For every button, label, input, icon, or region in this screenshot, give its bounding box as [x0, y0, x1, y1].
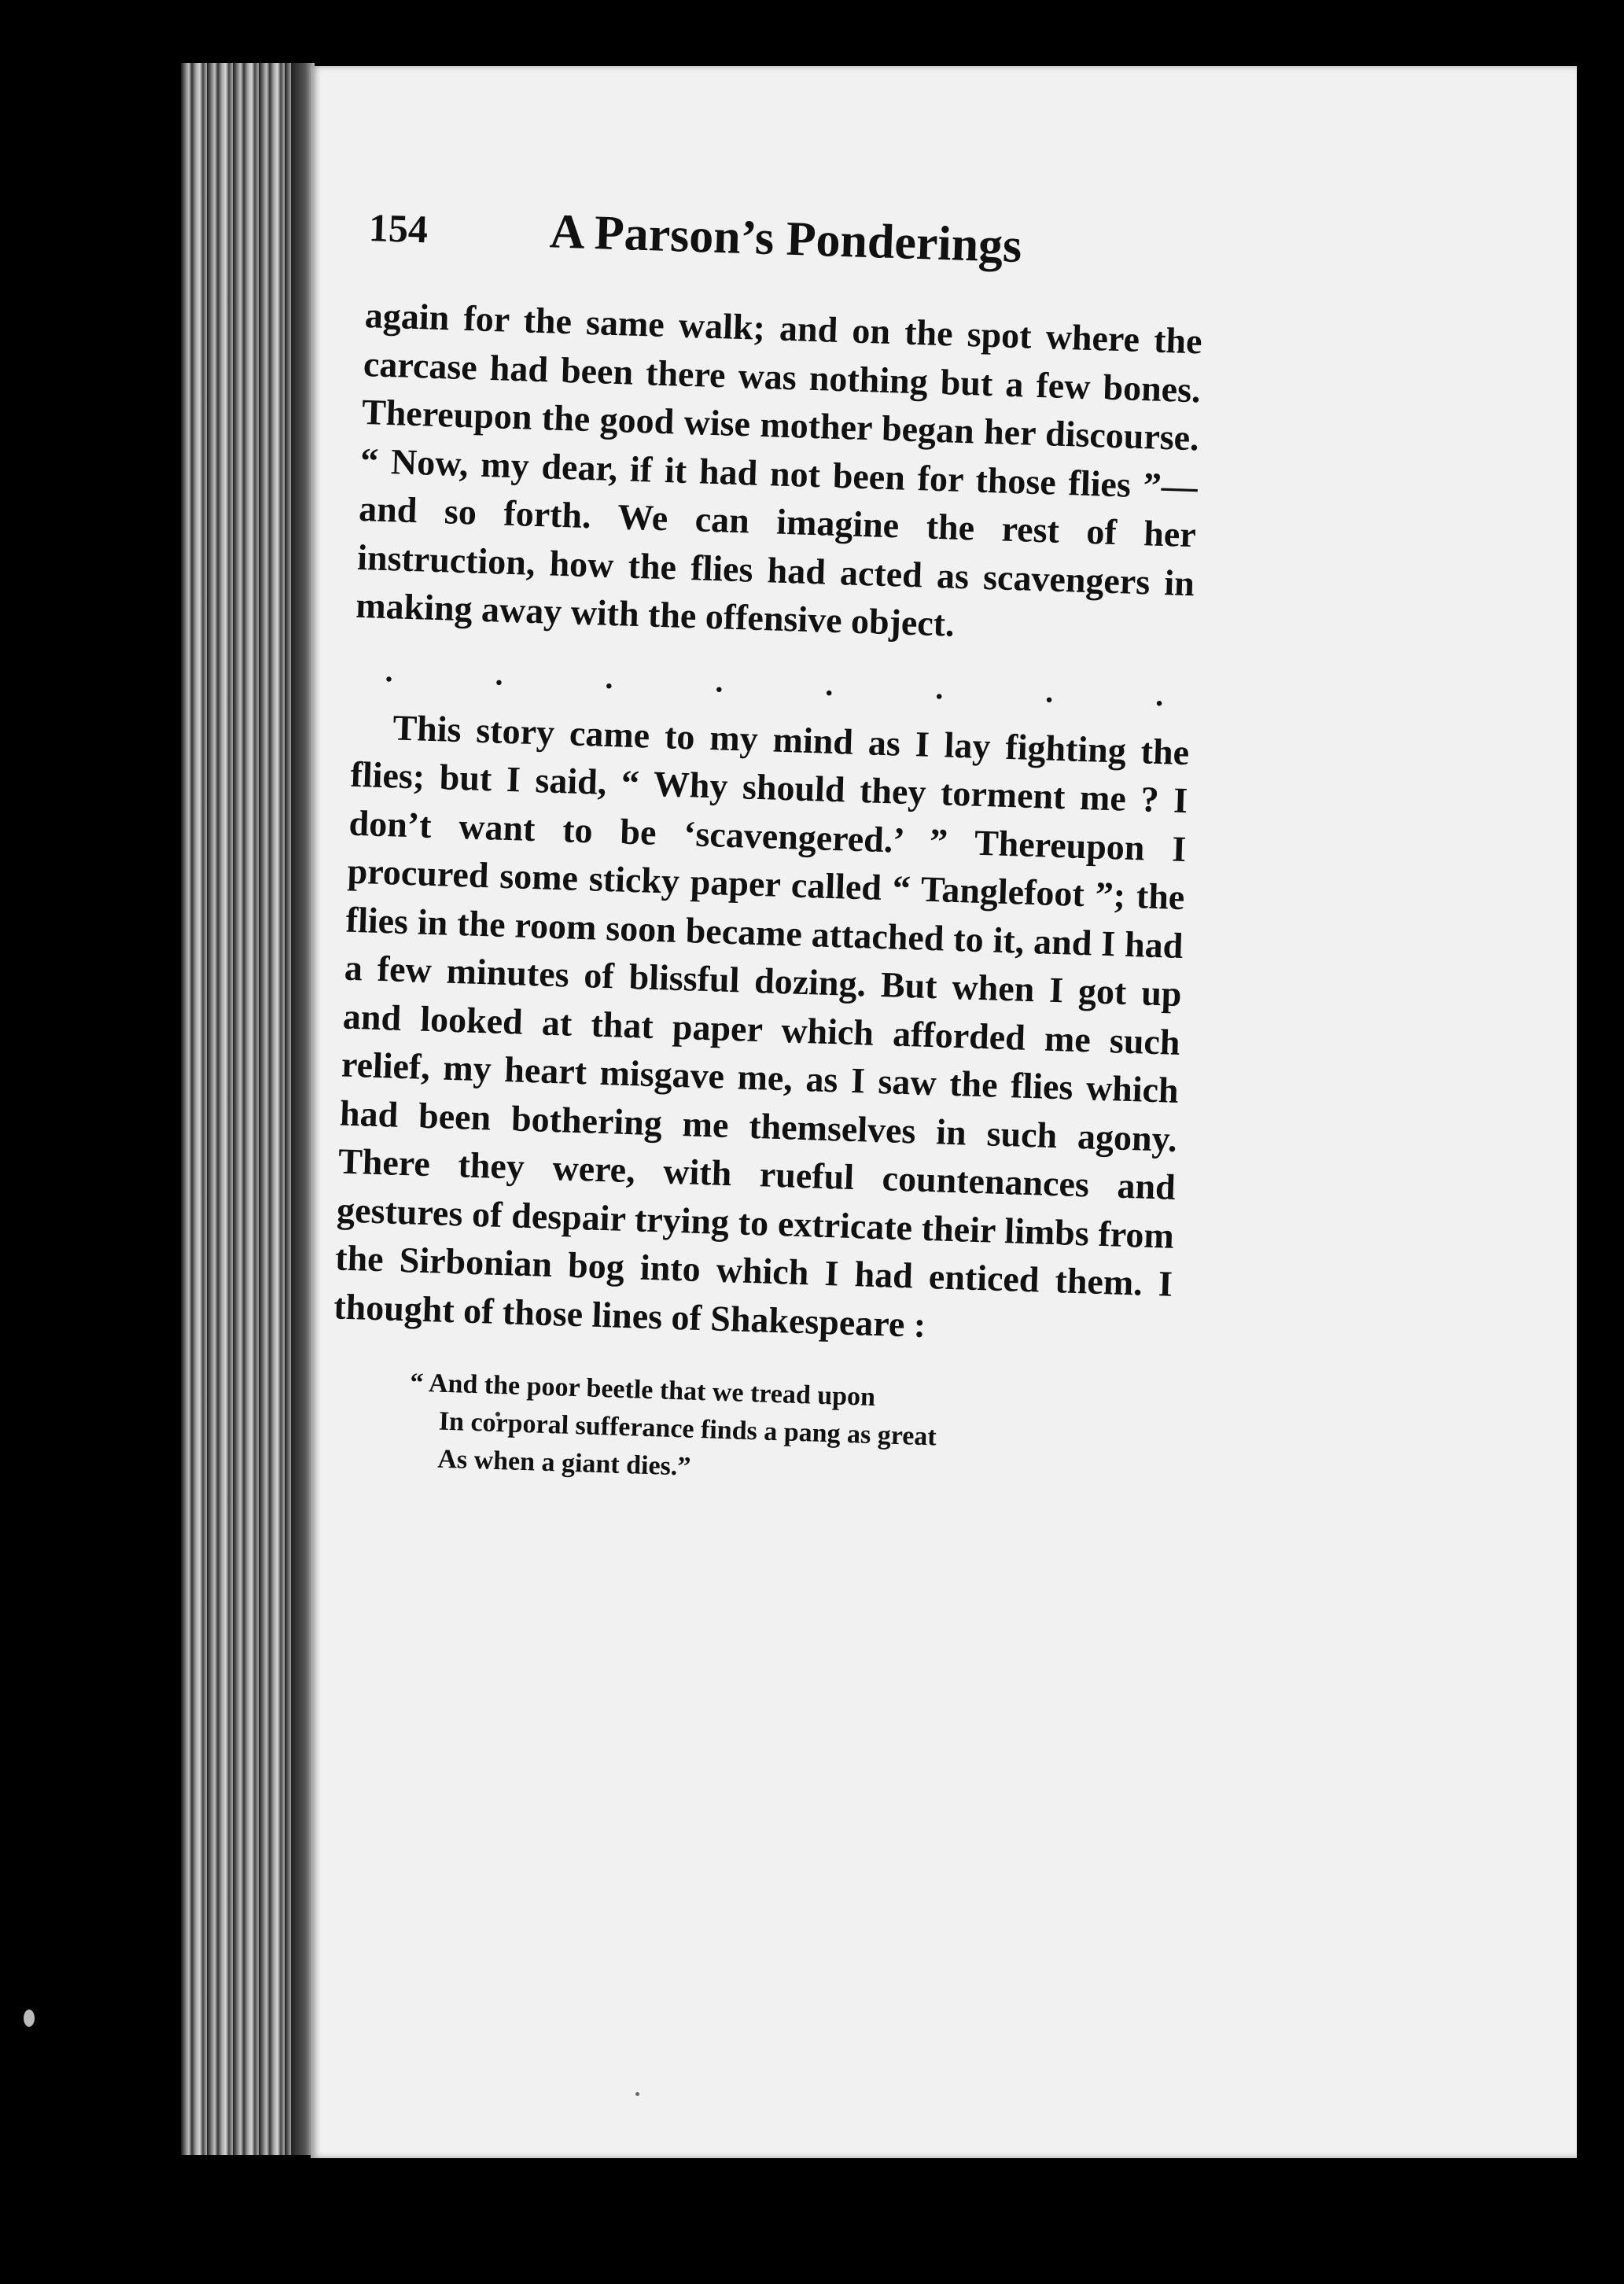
body-text [329, 291, 1203, 1501]
paragraph: This story came to my mind as I lay fighting the flies; but I said, “ Why should they torment me ? I don’t want to be ‘scavengered.’ ” Thereupon I procured some sticky paper called “ Tanglefoot ”; the flies in the room soon became attached to it, and I had a few minutes of blissful dozing. But when I got up and looked at that paper which afforded me such relief, my heart misgave me, as I saw the flies which had been bothering me themselves in such agony. There they were, with rueful countenances and gestures of despair trying to extricate their limbs from the Sirbonian bog into which I had enticed them. I thought of those lines of Shakespeare : [333, 706, 1190, 1345]
paragraph: again for the same walk; and on the spot where the carcase had been there was nothing but a few bones. Thereupon the good wise mother began her discourse. “ Now, my dear, if it had not been for those flies ”—and so forth. We can imagine the rest of her instruction, how the flies had acted as scavengers in making away with the offensive object. [355, 294, 1203, 644]
break-dot: . [1154, 676, 1165, 713]
verse-line: In corporal sufferance finds a pang as great [438, 1406, 937, 1452]
verse-line: “ And the poor beetle that we tread upon [409, 1368, 876, 1413]
verse-line: As when a giant dies.” [436, 1444, 691, 1482]
dust-speck [635, 2092, 639, 2096]
verse-quotation [407, 1364, 1169, 1501]
dust-speck [24, 2010, 35, 2027]
break-dot: . [934, 669, 945, 706]
break-dot: . [605, 659, 614, 695]
page-number: 154 [368, 204, 429, 252]
break-dot: . [714, 662, 724, 699]
break-dot: . [824, 666, 834, 702]
running-head: A Parson’s Ponderings [548, 204, 1023, 274]
break-dot: . [385, 652, 394, 689]
break-dot: . [1044, 673, 1055, 709]
break-dot: . [495, 656, 504, 692]
